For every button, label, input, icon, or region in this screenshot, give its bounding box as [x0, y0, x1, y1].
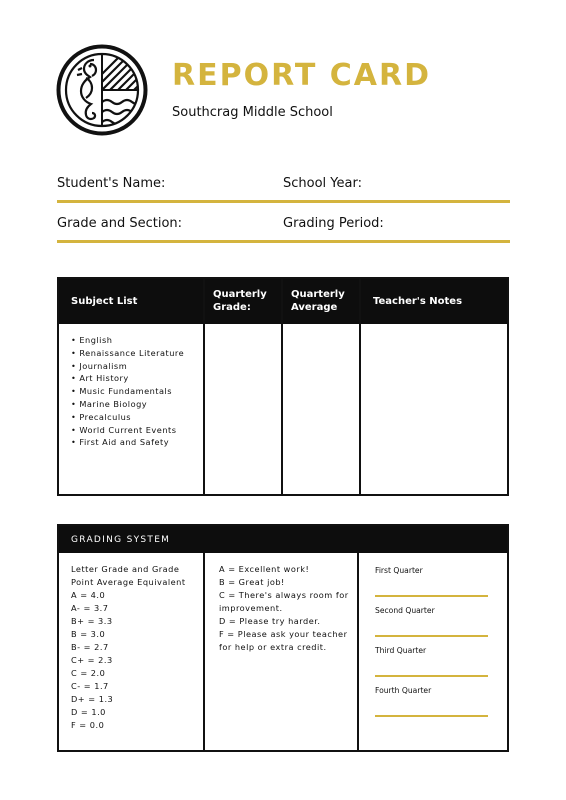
- equivalents-heading: Letter Grade and Grade: [71, 564, 180, 574]
- list-item: B+ = 3.3: [71, 616, 113, 626]
- seahorse-wave-emblem-icon: [56, 44, 148, 136]
- list-item: • Music Fundamentals: [71, 385, 184, 398]
- list-item: C = There's always room for: [219, 590, 349, 600]
- grading-period-label: Grading Period:: [283, 216, 384, 231]
- school-name: Southcrag Middle School: [172, 105, 333, 120]
- list-item: • Art History: [71, 372, 184, 385]
- list-item: B = Great job!: [219, 577, 285, 587]
- grade-equivalents-list: [71, 563, 186, 732]
- list-item: improvement.: [219, 603, 283, 613]
- list-item: for help or extra credit.: [219, 642, 327, 652]
- page-title: REPORT CARD: [172, 58, 431, 93]
- first-quarter-line: [375, 595, 488, 597]
- column-divider: [281, 279, 283, 494]
- second-quarter-line: [375, 635, 488, 637]
- column-divider: [203, 553, 205, 750]
- list-item: D+ = 1.3: [71, 694, 114, 704]
- header-quarterly-grade: Quarterly Grade:: [213, 289, 267, 313]
- equivalents-heading: Point Average Equivalent: [71, 577, 186, 587]
- subject-list: [71, 334, 184, 449]
- third-quarter-line: [375, 675, 488, 677]
- list-item: A = 4.0: [71, 590, 106, 600]
- subjects-table: [57, 277, 509, 496]
- list-item: D = Please try harder.: [219, 616, 321, 626]
- header-subject-list: Subject List: [71, 296, 138, 307]
- list-item: F = Please ask your teacher: [219, 629, 348, 639]
- fourth-quarter-label: Fourth Quarter: [375, 686, 432, 695]
- grade-info-underline: [57, 240, 510, 243]
- fourth-quarter-line: [375, 715, 488, 717]
- header-teachers-notes: Teacher's Notes: [373, 296, 463, 307]
- grade-section-label: Grade and Section:: [57, 216, 183, 231]
- column-divider: [203, 279, 205, 494]
- header-quarterly-average: Quarterly Average: [291, 289, 345, 313]
- student-info-underline: [57, 200, 510, 203]
- grading-system-title: GRADING SYSTEM: [71, 535, 171, 545]
- first-quarter-label: First Quarter: [375, 566, 423, 575]
- grade-remarks-list: [219, 563, 349, 654]
- list-item: • English: [71, 334, 184, 347]
- list-item: B- = 2.7: [71, 642, 109, 652]
- list-item: A = Excellent work!: [219, 564, 310, 574]
- list-item: • Marine Biology: [71, 398, 184, 411]
- list-item: C = 2.0: [71, 668, 106, 678]
- list-item: • Journalism: [71, 360, 184, 373]
- list-item: C+ = 2.3: [71, 655, 113, 665]
- list-item: F = 0.0: [71, 720, 105, 730]
- column-divider: [357, 553, 359, 750]
- student-name-label: Student's Name:: [57, 176, 166, 191]
- third-quarter-label: Third Quarter: [375, 646, 427, 655]
- list-item: • World Current Events: [71, 424, 184, 437]
- column-divider: [359, 279, 361, 494]
- school-year-label: School Year:: [283, 176, 362, 191]
- list-item: D = 1.0: [71, 707, 106, 717]
- list-item: B = 3.0: [71, 629, 106, 639]
- list-item: • Renaissance Literature: [71, 347, 184, 360]
- second-quarter-label: Second Quarter: [375, 606, 435, 615]
- list-item: A- = 3.7: [71, 603, 109, 613]
- list-item: • First Aid and Safety: [71, 436, 184, 449]
- list-item: C- = 1.7: [71, 681, 109, 691]
- list-item: • Precalculus: [71, 411, 184, 424]
- grading-system-table: [57, 524, 509, 752]
